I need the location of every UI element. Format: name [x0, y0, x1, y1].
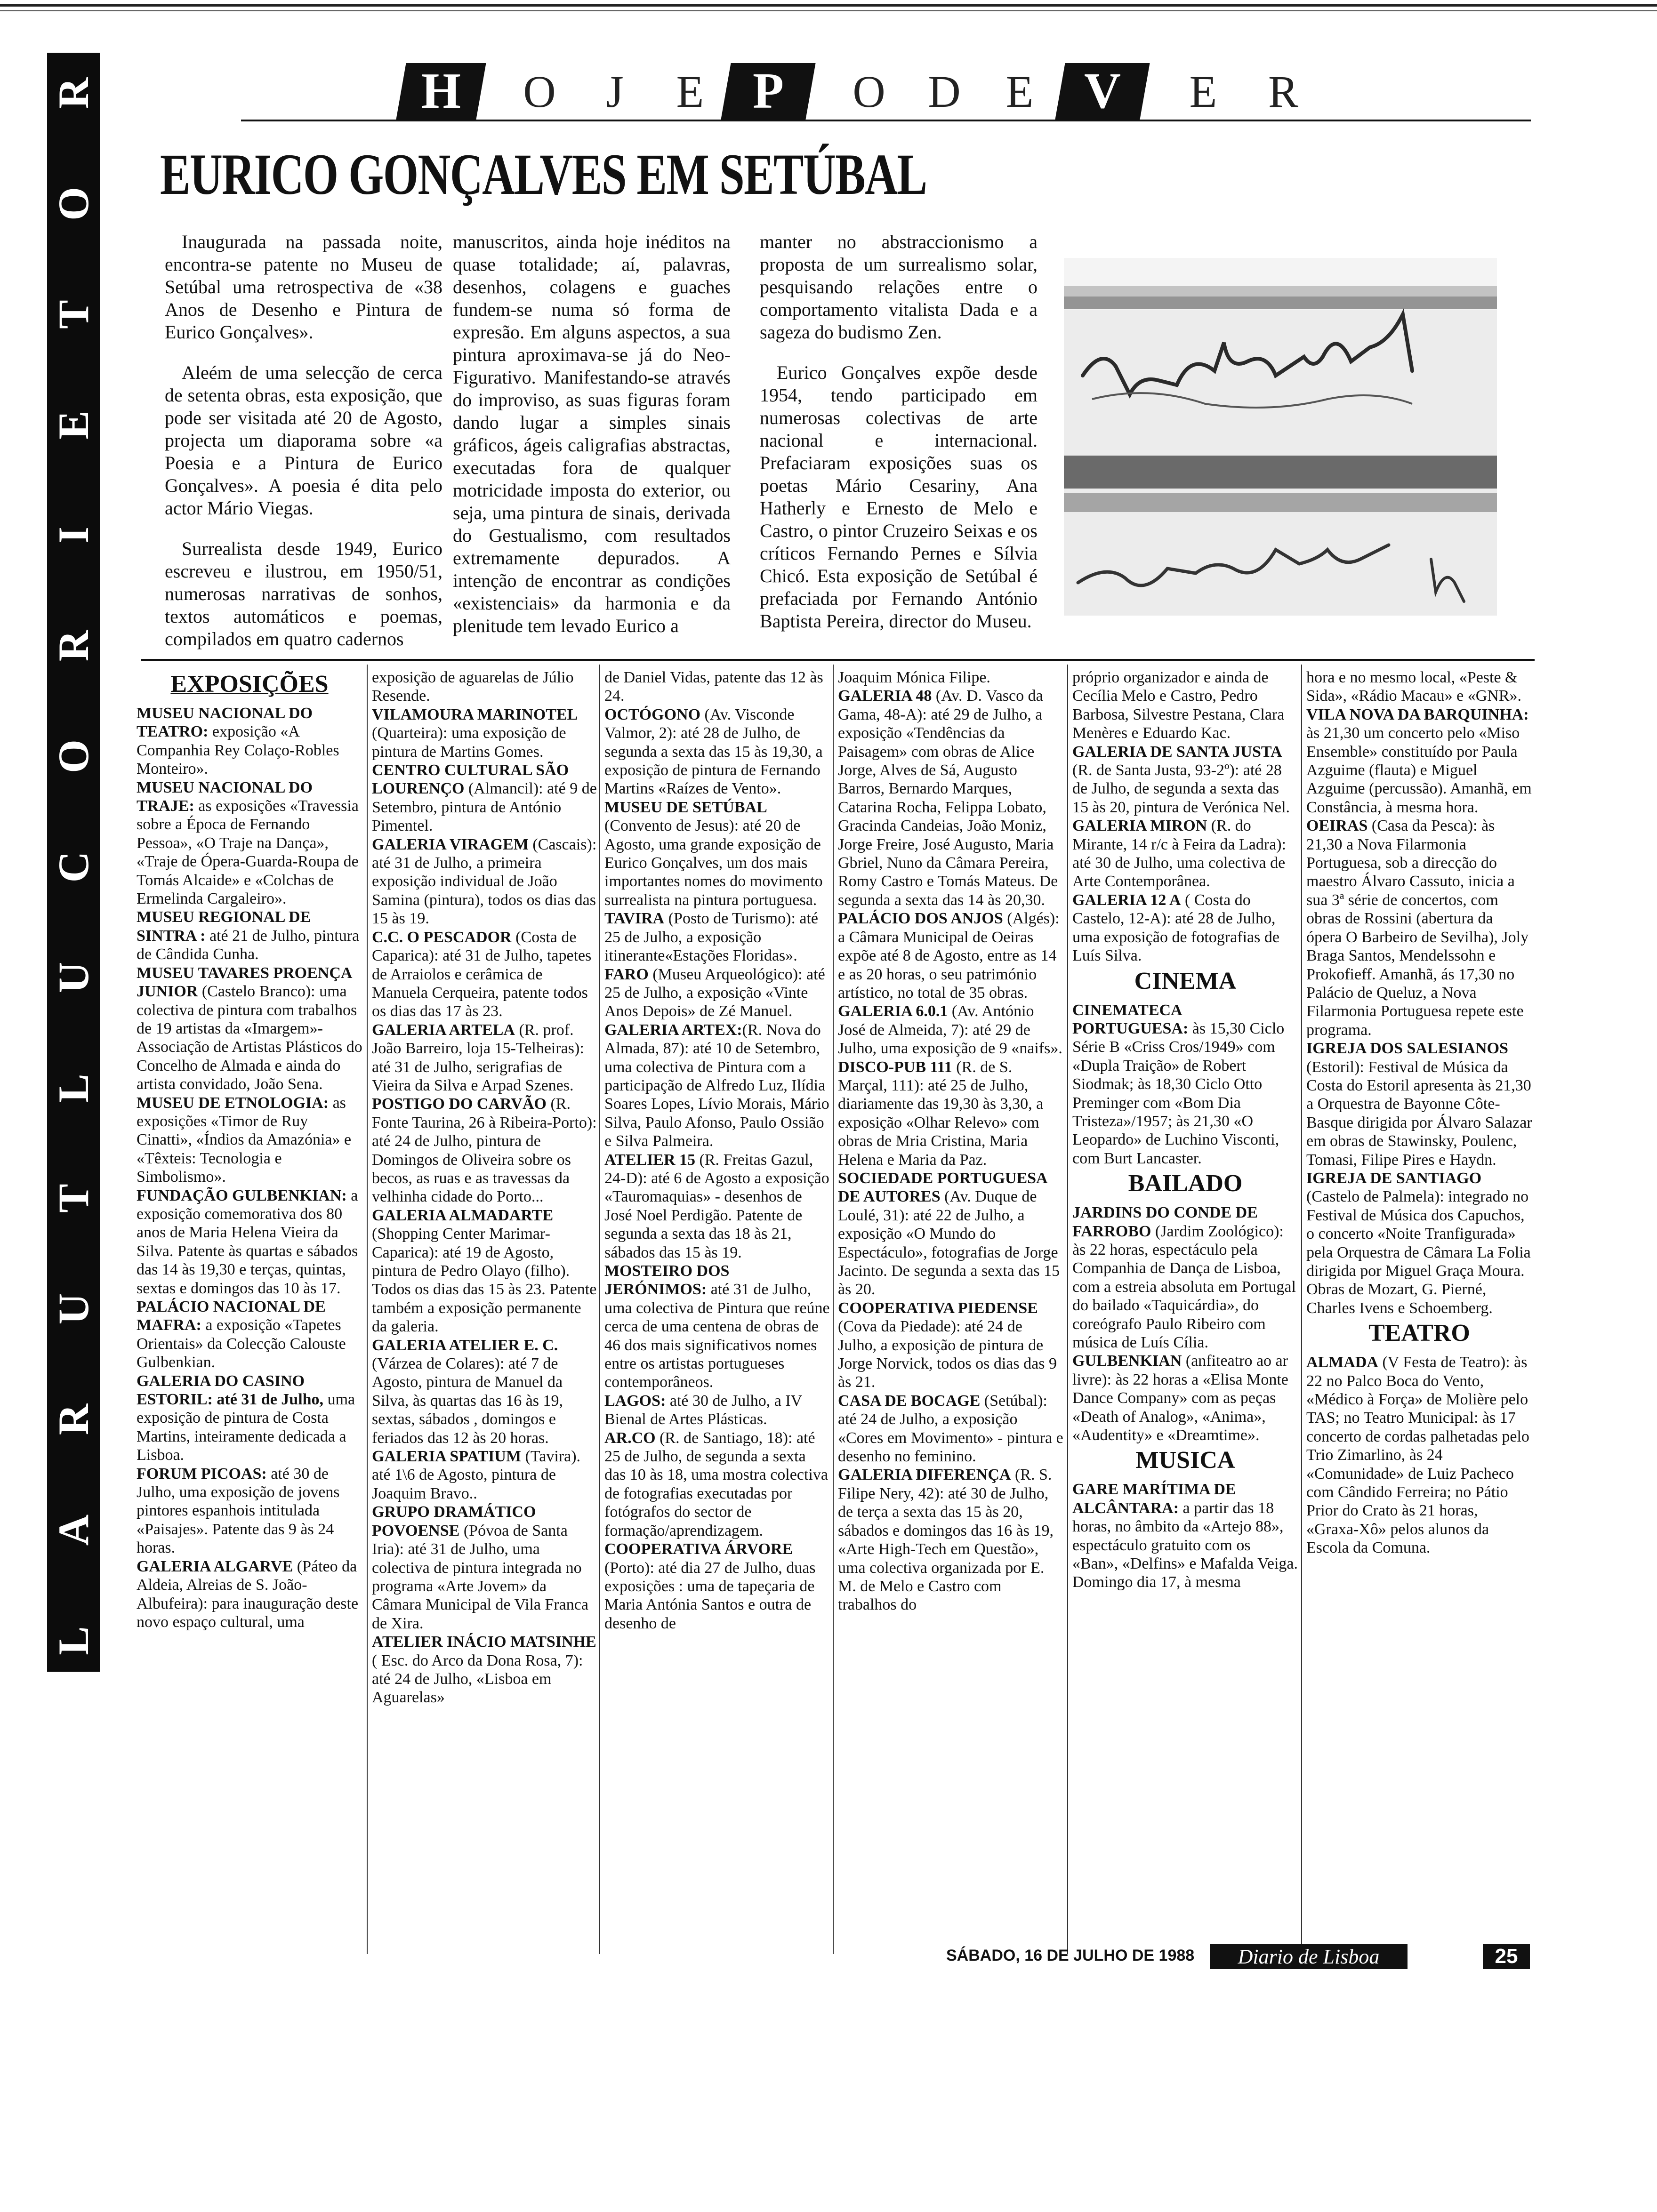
- column-rule: [1301, 665, 1302, 1954]
- listing-entry: [372, 668, 598, 705]
- banner-cell-e2: E: [1005, 66, 1035, 117]
- listing-entry: [838, 668, 1064, 687]
- listing-details: (Quarteira): uma exposição de pintura de Martins Gomes.: [372, 724, 566, 761]
- listing-entry: [372, 761, 598, 835]
- category-heading: CINEMA: [1134, 967, 1237, 994]
- section-banner: [100, 56, 1531, 125]
- venue-name: FARO: [604, 965, 649, 983]
- page-footer: [946, 1940, 1530, 1973]
- column-rule: [367, 665, 368, 1954]
- article-paragraph: Eurico Gonçalves expõe desde 1954, tendo participado em numerosas colectivas de arte nacional e internacional. Prefaciaram exposições suas os poetas Mário Cesariny, Ana Hatherly e Ernesto de Melo e Castro, o pintor Cruzeiro Seixas e os críticos Fernando Pernes e Sílvia Chicó. Esta exposição de Setúbal é prefaciada por Fernando António Baptista Pereira, director do Museu.: [760, 362, 1038, 632]
- listing-details: (Av. Visconde Valmor, 2): até 28 de Julho, de segunda a sexta das 15 às 19,30, a exposição de pintura de Fernando Martins «Raízes de Vento».: [604, 705, 823, 798]
- article-column-3: [760, 231, 1038, 650]
- venue-name: SOCIEDADE PORTUGUESA DE AUTORES: [838, 1169, 1047, 1206]
- listing-details: (Museu Arqueológico): até 25 de Julho, a exposição «Vinte Anos Depois» de Zé Manuel.: [604, 965, 825, 1020]
- listing-entry: [137, 1094, 362, 1186]
- venue-name: GALERIA ALMADARTE: [372, 1206, 554, 1224]
- listing-details: a exposição «Tapetes Orientais» da Colecção Calouste Gulbenkian.: [137, 1316, 346, 1371]
- listing-details: ( Esc. do Arco da Dona Rosa, 7): até 24 de Julho, «Lisboa em Aguarelas»: [372, 1651, 583, 1707]
- side-label-letter: A: [49, 1514, 97, 1546]
- banner-cell-d: D: [928, 66, 962, 117]
- listing-details: (R. de S. Marçal, 111): até 25 de Julho, diariamente das 19,30 às 3,30, a exposição «Olhar Relevo» com obras de Mria Cristina, Maria Helena e Maria da Paz.: [838, 1058, 1044, 1169]
- venue-name: GALERIA ARTEX:: [604, 1021, 742, 1039]
- artwork-illustration: [1064, 258, 1497, 616]
- listing-entry: [372, 1095, 598, 1206]
- listing-entry: [604, 705, 830, 798]
- side-label-letter: R: [49, 1403, 97, 1435]
- venue-name: MUSEU NACIONAL DO TEATRO:: [137, 705, 313, 741]
- listing-entry: [1072, 743, 1298, 817]
- column-rule: [833, 665, 834, 1954]
- listing-entry: [1306, 1039, 1532, 1169]
- side-label-letter: L: [49, 1626, 97, 1655]
- listing-details: (R. de Santiago, 18): até 25 de Julho, de segunda a sexta das 10 às 18, uma mostra colectiva de fotografias executadas por fotógrafos do sector de formação/aprendizagem.: [604, 1429, 828, 1539]
- side-label-letter: O: [49, 739, 97, 773]
- venue-name: MUSEU DE ETNOLOGIA:: [137, 1094, 329, 1112]
- listing-details: (Costa de Caparica): até 31 de Julho, tapetes de Arraiolos e cerâmica de Manuela Cerqueira, patente todos os dias das 17 às 23.: [372, 928, 592, 1020]
- listing-details: (Cova da Piedade): até 24 de Julho, a exposição de pintura de Jorge Norvick, todos os dias das 9 às 21.: [838, 1318, 1057, 1391]
- listing-details: (R. Freitas Gazul, 24-D): até 6 de Agosto a exposição «Tauromaquias» - desenhos de José Noel Perdigão. Patente de segunda a sexta das 18 às 21, sábados das 15 às 19.: [604, 1151, 829, 1261]
- banner-cell-j: J: [606, 66, 625, 117]
- listing-entry: [838, 1058, 1064, 1169]
- venue-name: MUSEU TAVARES PROENÇA JUNIOR: [137, 964, 352, 1001]
- listing-details: (Convento de Jesus): até 20 de Agosto, uma grande exposição de Eurico Gonçalves, um dos mais importantes nomes do movimento surrealista na pintura portuguesa.: [604, 817, 823, 909]
- venue-name: MUSEU DE SETÚBAL: [604, 798, 767, 816]
- venue-name: MUSEU REGIONAL DE SINTRA :: [137, 908, 311, 945]
- side-label-letter: T: [49, 300, 97, 329]
- listing-details: (R. do Mirante, 14 r/c à Feira da Ladra): até 30 de Julho, uma colectiva de Arte Contemporânea.: [1072, 817, 1287, 890]
- venue-name: AR.CO: [604, 1429, 656, 1447]
- listing-details: (Várzea de Colares): até 7 de Agosto, pintura de Manuel da Silva, às quartas das 16 às 19, sextas, sábados , domingos e feriados das 12 às 20 horas.: [372, 1355, 563, 1447]
- venue-name: VILA NOVA DA BARQUINHA:: [1306, 705, 1529, 723]
- listing-details: às 21,30 um concerto pelo «Miso Ensemble» constituído por Paula Azguime (flauta) e Miguel Azguime (percussão). Amanhã, em Constância, à mesma hora.: [1306, 724, 1532, 816]
- listing-entry: [372, 1633, 598, 1707]
- listing-details: (Cascais): até 31 de Julho, a primeira exposição individual de João Samina (pintura), todos os dias das 15 às 19.: [372, 835, 597, 928]
- category-heading: EXPOSIÇÕES: [170, 671, 329, 697]
- venue-name: GALERIA VIRAGEM: [372, 835, 529, 853]
- venue-name: FORUM PICOAS:: [137, 1465, 267, 1483]
- listing-entry: [137, 704, 362, 778]
- listings-column-2: [372, 668, 598, 1707]
- venue-name: GALERIA ARTELA: [372, 1021, 515, 1039]
- venue-name: JARDINS DO CONDE DE FARROBO: [1072, 1204, 1258, 1240]
- venue-name: TAVIRA: [604, 910, 665, 928]
- section-divider: [141, 659, 1535, 661]
- listing-details: (Jardim Zoológico): às 22 horas, espectáculo pela Companhia de Dança de Lisboa, com a estreia absoluta em Portugal do bailado «Taquicárdia», do coreógrafo Paulo Ribeiro com música de Luís Cília.: [1072, 1222, 1296, 1351]
- issue-date: SÁBADO, 16 DE JULHO DE 1988: [946, 1947, 1195, 1964]
- listings-column-6: [1306, 668, 1532, 1557]
- listing-details: a partir das 18 horas, no âmbito da «Artejo 88», espectáculo gratuito com os «Ban», «Delfins» e Mafalda Veiga. Domingo dia 17, à mesma: [1072, 1499, 1298, 1591]
- listing-entry: [372, 835, 598, 928]
- listing-entry: [372, 1336, 598, 1447]
- venue-name: PALÁCIO DOS ANJOS: [838, 910, 1003, 928]
- listing-details: exposição de aguarelas de Júlio Resende.: [372, 669, 574, 705]
- listing-entry: [1072, 1203, 1298, 1352]
- article-paragraph: manter no abstraccionismo a proposta de um surrealismo solar, pesquisando relações entre o comportamento vitalista Dada e a sageza do budismo Zen.: [760, 231, 1038, 343]
- side-label-letter: L: [49, 1073, 97, 1103]
- listing-details: (Posto de Turismo): até 25 de Julho, a exposição itinerante«Estações Floridas».: [604, 910, 819, 965]
- listing-entry: [1306, 1169, 1532, 1317]
- side-label-letter: E: [49, 410, 97, 440]
- listing-entry: [604, 965, 830, 1021]
- listing-entry: [137, 1186, 362, 1298]
- side-label-letter: U: [49, 962, 97, 993]
- listing-entry: [604, 1262, 830, 1392]
- listing-entry: [372, 1021, 598, 1095]
- page-number: 25: [1483, 1944, 1530, 1969]
- venue-name: GALERIA 6.0.1: [838, 1002, 948, 1020]
- venue-name: ATELIER 15: [604, 1151, 696, 1169]
- banner-cell-p: P: [721, 63, 815, 120]
- listing-entry: [604, 668, 830, 705]
- listing-details: (anfiteatro ao ar livre): às 22 horas a «Elisa Monte Dance Company» com as peças «Death of Analog», «Anima», «Audentity» e «Dreamtime».: [1072, 1352, 1288, 1444]
- article-column-2: [453, 231, 731, 655]
- top-rule: [0, 4, 1657, 7]
- listing-details: (Póvoa de Santa Iria): até 31 de Julho, uma colectiva de pintura integrada no programa «Arte Jovem» da Câmara Municipal de Vila Franca de Xira.: [372, 1522, 588, 1632]
- listing-entry: [137, 1465, 362, 1557]
- venue-name: OEIRAS: [1306, 817, 1368, 835]
- listing-entry: [372, 1447, 598, 1503]
- listing-entry: [137, 1372, 362, 1465]
- listing-entry: [1306, 1353, 1532, 1557]
- listing-details: (R. de Santa Justa, 93-2º): até 28 de Julho, de segunda a sexta das 15 às 20, pintura de Verónica Nel.: [1072, 761, 1290, 816]
- venue-name: IGREJA DOS SALESIANOS: [1306, 1040, 1508, 1058]
- article-paragraph: Surrealista desde 1949, Eurico escreveu e ilustrou, em 1950/51, numerosas narrativas de sonhos, textos automáticos e poemas, compilados em quatro cadernos: [165, 538, 442, 649]
- listing-details: (R. Fonte Taurina, 26 à Ribeira-Porto): até 24 de Julho, pintura de Domingos de Oliveira sobre os becos, as ruas e as travessas da velhinha cidade do Porto...: [372, 1095, 597, 1206]
- category-heading: TEATRO: [1368, 1320, 1470, 1347]
- listing-entry: [604, 1429, 830, 1540]
- listing-details: (Porto): até dia 27 de Julho, duas exposições : uma de tapeçaria de Maria Antónia Santos e outra de desenho de: [604, 1559, 816, 1632]
- listing-entry: [838, 909, 1064, 1002]
- venue-name: GALERIA 48: [838, 687, 932, 705]
- listing-details: até 21 de Julho, pintura de Cândida Cunha.: [137, 927, 360, 963]
- venue-name: GALERIA DO CASINO ESTORIL: até 31 de Julho,: [137, 1372, 324, 1409]
- listing-entry: [1072, 1352, 1298, 1444]
- venue-name: CENTRO CULTURAL SÃO LOURENÇO: [372, 761, 569, 798]
- section-side-label: [47, 53, 100, 1672]
- listing-entry: [137, 778, 362, 908]
- article-headline: EURICO GONÇALVES EM SETÚBAL: [160, 142, 927, 207]
- side-label-letter: C: [49, 851, 97, 883]
- listings-column-3: [604, 668, 830, 1633]
- listing-details: (Páteo da Aldeia, Alreias de S. João-Albufeira): para inauguração deste novo espaço cultural, uma: [137, 1557, 359, 1631]
- category-heading: BAILADO: [1128, 1170, 1243, 1197]
- listing-details: (Estoril): Festival de Música da Costa do Estoril apresenta às 21,30 a Orquestra de Bayonne Côte-Basque dirigida por Álvaro Salazar em obras de Stawinsky, Poulenc, Tomasi, Filipe Pires e Haydn.: [1306, 1058, 1532, 1169]
- listing-entry: [604, 1151, 830, 1262]
- listing-entry: [838, 1169, 1064, 1299]
- listing-details: (Av. António José de Almeida, 7): até 29 de Julho, uma exposição de 9 «naifs».: [838, 1002, 1062, 1058]
- listing-details: (R. S. Filipe Nery, 42): até 30 de Julho, de terça a sexta das 15 às 20, sábados e domingos das 16 às 19, «Arte High-Tech em Questão», uma colectiva organizada por E. M. de Melo e Castro com trabalhos do: [838, 1466, 1054, 1614]
- side-label-letter: U: [49, 1293, 97, 1325]
- listing-details: ( Costa do Castelo, 12-A): até 28 de Julho, uma exposição de fotografias de Luís Silva.: [1072, 891, 1279, 965]
- listing-entry: [1072, 1480, 1298, 1591]
- article-paragraph: Aleém de uma selecção de cerca de setenta obras, esta exposição, que pode ser visitada até 20 de Agosto, projecta um diaporama sobre «a Poesia e a Pintura de Eurico Gonçalves». A poesia é dita pelo actor Mário Viegas.: [165, 362, 442, 519]
- venue-name: C.C. O PESCADOR: [372, 928, 512, 946]
- listing-details: de Daniel Vidas, patente das 12 às 24.: [604, 669, 823, 705]
- banner-cell-e3: E: [1189, 66, 1218, 117]
- listing-details: exposição «A Companhia Rey Colaço-Robles Monteiro».: [137, 723, 339, 778]
- listing-entry: [372, 928, 598, 1021]
- article-paragraph: manuscritos, ainda hoje inéditos na quase totalidade; aí, palavras, desenhos, colagens e guaches fundem-se numa só forma de expresão. Em alguns aspectos, a sua pintura aproximava-se já do Neo-Figurativo. Manifestando-se através do improviso, as suas figuras foram dando lugar a simples sinais gráficos, ágeis caligrafias abstractas, executadas fora de qualquer motricidade imposta do exterior, ou seja, uma pintura de sinais, derivada do Gestualismo, com resultados extremamente depurados. A intenção de encontrar as condições «existenciais» da harmonia e da plenitude tem levado Eurico a: [453, 231, 731, 636]
- listing-entry: [838, 687, 1064, 909]
- listing-details: (Castelo Branco): uma colectiva de pintura com trabalhos de 19 artistas da «Imargem»-Associação de Artistas Plásticos do Concelho de Almada e ainda do artista convidado, João Sena.: [137, 983, 362, 1093]
- venue-name: MOSTEIRO DOS JERÓNIMOS:: [604, 1262, 730, 1298]
- listing-entry: [838, 1466, 1064, 1614]
- newspaper-masthead: Diario de Lisboa: [1210, 1944, 1408, 1969]
- listing-details: (Setúbal): até 24 de Julho, a exposição «Cores em Movimento» - pintura e desenho no feminino.: [838, 1392, 1063, 1466]
- venue-name: GALERIA DIFERENÇA: [838, 1466, 1011, 1484]
- listing-entry: [137, 908, 362, 963]
- listing-entry: [604, 1540, 830, 1633]
- listing-details: uma exposição de pintura de Costa Martins, inteiramente dedicada a Lisboa.: [137, 1391, 355, 1464]
- venue-name: GALERIA DE SANTA JUSTA: [1072, 743, 1282, 761]
- venue-name: GARE MARÍTIMA DE ALCÂNTARA:: [1072, 1481, 1236, 1517]
- listing-details: às 15,30 Ciclo Série B «Criss Cros/1949» com «Dupla Traição» de Robert Siodmak; às 18,30 Ciclo Otto Preminger com «Bom Dia Tristeza»/1957; às 21,30 «O Leopardo» de Luchino Visconti, com Burt Lancaster.: [1072, 1019, 1285, 1167]
- banner-cell-r: R: [1268, 66, 1300, 117]
- top-rule-thin: [0, 10, 1657, 11]
- listing-details: (V Festa de Teatro): às 22 no Palco Boca do Vento, «Médico à Força» de Molière pelo TAS; no Teatro Municipal: às 17 concerto de cordas palhetadas pelo Trio Zimarlino, às 24 «Comunidade» de Luiz Pacheco com Cândido Ferreira; no Pátio Prior do Crato às 21 horas, «Graxa-Xô» pelos alunos da Escola da Comuna.: [1306, 1354, 1529, 1557]
- listing-entry: [137, 1298, 362, 1372]
- banner-cell-h: H: [396, 63, 486, 120]
- listing-entry: [372, 1503, 598, 1633]
- listing-details: (Av. D. Vasco da Gama, 48-A): até 29 de Julho, a exposição «Tendências da Paisagem» com obras de Alice Jorge, Alves de Sá, Augusto Barros, Bernardo Marques, Catarina Rocha, Felippa Lobato, Gracinda Candeias, João Moniz, Jorge Freire, José Augusto, Maria Gbriel, Nuno da Câmara Pereira, Romy Castro e Tomás Mateus. De segunda a sexta das 14 às 20,30.: [838, 687, 1058, 909]
- venue-name: IGREJA DE SANTIAGO: [1306, 1169, 1482, 1187]
- listing-entry: [604, 909, 830, 965]
- venue-name: FUNDAÇÃO GULBENKIAN:: [137, 1186, 347, 1204]
- listing-details: Joaquim Mónica Filipe.: [838, 669, 990, 686]
- banner-cell-o2: O: [853, 66, 886, 117]
- listing-details: hora e no mesmo local, «Peste & Sida», «Rádio Macau» e «GNR».: [1306, 669, 1522, 705]
- venue-name: CINEMATECA PORTUGUESA:: [1072, 1001, 1189, 1037]
- listing-entry: [1306, 705, 1532, 817]
- listing-entry: [604, 1392, 830, 1429]
- listings-column-4: [838, 668, 1064, 1614]
- listing-entry: [1306, 817, 1532, 1039]
- venue-name: MUSEU NACIONAL DO TRAJE:: [137, 778, 313, 815]
- listing-entry: [1306, 668, 1532, 705]
- listing-entry: [838, 1392, 1064, 1466]
- listing-details: até 30 de Julho, uma exposição de jovens pintores espanhois intitulada «Paisajes». Patente das 9 às 24 horas.: [137, 1465, 340, 1557]
- venue-name: GALERIA ALGARVE: [137, 1557, 293, 1575]
- listing-entry: [1072, 891, 1298, 965]
- venue-name: VILAMOURA MARINOTEL: [372, 705, 578, 723]
- column-rule: [599, 665, 600, 1954]
- listing-details: (Shopping Center Marimar-Caparica): até 19 de Agosto, pintura de Pedro Olayo (filho). Todos os dias das 15 às 23. Patente também a exposição permanente da galeria.: [372, 1225, 597, 1336]
- venue-name: GALERIA ATELIER E. C.: [372, 1336, 558, 1354]
- listing-entry: [838, 1299, 1064, 1392]
- listing-entry: [604, 798, 830, 909]
- artwork-photo: [1064, 258, 1497, 616]
- article-paragraph: Inaugurada na passada noite, encontra-se patente no Museu de Setúbal uma retrospectiva de «38 Anos de Desenho e Pintura de Eurico Gonçalves».: [165, 231, 442, 343]
- listing-details: (Av. Duque de Loulé, 31): até 22 de Julho, a exposição «O Mundo do Espectáculo», fotografias de Jorge Jacinto. De segunda a sexta das 15 às 20.: [838, 1188, 1060, 1298]
- side-label-letter: I: [49, 527, 97, 544]
- listing-details: as exposições «Timor de Ruy Cinatti», «Índios da Amazónia» e «Têxteis: Tecnologia e Simbolismo».: [137, 1094, 352, 1186]
- venue-name: ALMADA: [1306, 1354, 1378, 1371]
- listing-details: (Castelo de Palmela): integrado no Festival de Música dos Capuchos, o concerto «Noite Tranfigurada» pela Orquestra de Câmara La Folia dirigida por Miguel Graça Moura. Obras de Mozart, G. Pierné, Charles Ivens e Schoemberg.: [1306, 1188, 1531, 1317]
- listings-column-5: [1072, 668, 1298, 1592]
- venue-name: GULBENKIAN: [1072, 1352, 1182, 1370]
- venue-name: GALERIA SPATIUM: [372, 1448, 522, 1466]
- listing-details: (Algés): a Câmara Municipal de Oeiras expõe até 8 de Agosto, entre as 14 e as 20 horas, o seu património artístico, no total de 35 obras.: [838, 910, 1060, 1002]
- side-label-letter: O: [49, 187, 97, 221]
- listing-details: (Tavira). até 1\6 de Agosto, pintura de Joaquim Bravo..: [372, 1448, 581, 1502]
- side-label-letter: R: [49, 630, 97, 662]
- listing-entry: [137, 1557, 362, 1632]
- listing-details: a exposição comemorativa dos 80 anos de Maria Helena Vieira da Silva. Patente às quartas e sábados das 14 às 19,30 e terças, quintas, sextas e domingos das 10 às 17.: [137, 1186, 358, 1297]
- listing-details: (Almancil): até 9 de Setembro, pintura de António Pimentel.: [372, 780, 597, 835]
- listing-details: (R. prof. João Barreiro, loja 15-Telheiras): até 31 de Julho, serigrafias de Vieira da Silva e Arpad Szenes.: [372, 1021, 584, 1094]
- listing-entry: [372, 1206, 598, 1336]
- venue-name: COOPERATIVA ÁRVORE: [604, 1540, 793, 1558]
- listing-details: as exposições «Travessia sobre a Época de Fernando Pessoa», «O Traje na Dança», «Traje de Ópera-Guarda-Roupa de Tomás Alcaide» e «Colchas de Ermelinda Cargaleiro».: [137, 797, 359, 908]
- listing-details: até 31 de Julho, uma colectiva de Pintura que reúne cerca de uma centena de obras de 46 dos mais significativos nomes entre os artistas portugueses contemporâneos.: [604, 1281, 830, 1391]
- column-rule: [1067, 665, 1068, 1954]
- venue-name: PALÁCIO NACIONAL DE MAFRA:: [137, 1298, 326, 1334]
- venue-name: OCTÓGONO: [604, 705, 701, 723]
- category-heading: MUSICA: [1135, 1447, 1235, 1474]
- listing-entry: [838, 1002, 1064, 1058]
- venue-name: DISCO-PUB 111: [838, 1058, 952, 1076]
- listing-entry: [1072, 668, 1298, 743]
- listing-details: próprio organizador e ainda de Cecília Melo e Castro, Pedro Barbosa, Silvestre Pestana, Clara Menères e Eduardo Kac.: [1072, 669, 1285, 742]
- article-column-1: [165, 231, 442, 668]
- listing-entry: [1072, 817, 1298, 891]
- listing-entry: [372, 705, 598, 761]
- banner-cell-o: O: [523, 66, 557, 117]
- listing-details: (R. Nova do Almada, 87): até 10 de Setembro, uma colectiva de Pintura com a participação de Alfredo Luz, Ilídia Soares Lopes, Lívio Morais, Mário Silva, Paulo Afonso, Paulo Ossião e Silva Palmeira.: [604, 1021, 829, 1150]
- venue-name: LAGOS:: [604, 1392, 666, 1410]
- listing-entry: [1072, 1001, 1298, 1168]
- listings-column-1: [137, 668, 362, 1631]
- side-label-letter: T: [49, 1184, 97, 1213]
- listing-details: (Casa da Pesca): às 21,30 a Nova Filarmonia Portuguesa, sob a direcção do maestro Álvaro Cassuto, inicia a sua 3ª série de concertos, com obras de Rossini (abertura da ópera O Barbeiro de Sevilha), Joly Braga Santos, Mendelssohn e Prokofieff. Amanhã, ás 17,30 no Palácio de Queluz, a Nova Filarmonia Portuguesa repete este programa.: [1306, 817, 1529, 1039]
- listing-entry: [137, 964, 362, 1094]
- side-label-letter: R: [49, 77, 97, 109]
- venue-name: CASA DE BOCAGE: [838, 1392, 981, 1410]
- venue-name: POSTIGO DO CARVÃO: [372, 1095, 547, 1113]
- side-letters: [51, 72, 96, 1662]
- venue-name: GALERIA 12 A: [1072, 891, 1181, 909]
- banner-cell-v: V: [1055, 63, 1150, 120]
- listing-details: até 30 de Julho, a IV Bienal de Artes Plásticas.: [604, 1392, 802, 1428]
- banner-cell-e: E: [676, 66, 705, 117]
- venue-name: GRUPO DRAMÁTICO POVOENSE: [372, 1503, 536, 1539]
- listing-entry: [604, 1021, 830, 1151]
- venue-name: ATELIER INÁCIO MATSINHE: [372, 1633, 596, 1651]
- venue-name: GALERIA MIRON: [1072, 817, 1207, 835]
- venue-name: COOPERATIVA PIEDENSE: [838, 1299, 1038, 1317]
